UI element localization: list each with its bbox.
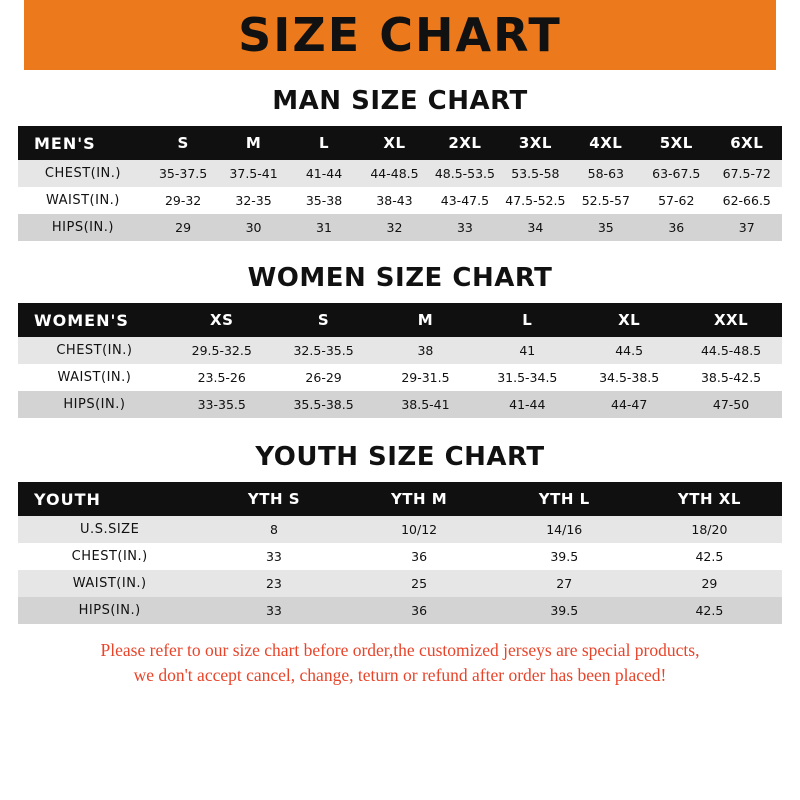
table-cell: 43-47.5: [430, 187, 500, 214]
table-cell: 44-48.5: [359, 160, 429, 187]
footer-disclaimer: [18, 638, 782, 697]
table-cell: 58-63: [571, 160, 641, 187]
table-cell: 27: [492, 570, 637, 597]
column-header: 3XL: [500, 126, 570, 160]
row-label: HIPS(IN.): [18, 391, 171, 418]
row-label: HIPS(IN.): [18, 214, 148, 241]
table-cell: 32-35: [218, 187, 288, 214]
table-cell: 41: [476, 337, 578, 364]
column-header: L: [289, 126, 359, 160]
table-cell: 31.5-34.5: [476, 364, 578, 391]
row-label: WAIST(IN.): [18, 187, 148, 214]
table-cell: 35-37.5: [148, 160, 218, 187]
header-band: [0, 0, 800, 70]
table-cell: 36: [347, 543, 492, 570]
table-cell: 38.5-42.5: [680, 364, 782, 391]
row-label: CHEST(IN.): [18, 543, 201, 570]
row-label: WAIST(IN.): [18, 570, 201, 597]
table-cell: 23: [201, 570, 346, 597]
table-cell: 38.5-41: [375, 391, 477, 418]
table-cell: 44.5: [578, 337, 680, 364]
table-row: [18, 187, 782, 214]
table-cell: 35.5-38.5: [273, 391, 375, 418]
table-cell: 29-31.5: [375, 364, 477, 391]
table-row: [18, 543, 782, 570]
footer-line-1: Please refer to our size chart before order,the customized jerseys are special products,: [100, 640, 700, 660]
youth-section-title: YOUTH SIZE CHART: [255, 442, 545, 472]
table-cell: 29-32: [148, 187, 218, 214]
table-cell: 33: [201, 543, 346, 570]
column-header: YOUTH: [18, 482, 201, 516]
row-label: HIPS(IN.): [18, 597, 201, 624]
table-cell: 36: [347, 597, 492, 624]
column-header: M: [375, 303, 477, 337]
column-header: XS: [171, 303, 273, 337]
row-label: CHEST(IN.): [18, 337, 171, 364]
row-label: CHEST(IN.): [18, 160, 148, 187]
table-cell: 42.5: [637, 543, 782, 570]
table-cell: 47.5-52.5: [500, 187, 570, 214]
table-cell: 57-62: [641, 187, 711, 214]
table-cell: 34.5-38.5: [578, 364, 680, 391]
row-label: WAIST(IN.): [18, 364, 171, 391]
column-header: XXL: [680, 303, 782, 337]
table-row: [18, 597, 782, 624]
table-cell: 31: [289, 214, 359, 241]
table-cell: 42.5: [637, 597, 782, 624]
table-row: [18, 391, 782, 418]
table-cell: 37.5-41: [218, 160, 288, 187]
table-row: [18, 160, 782, 187]
table-row: [18, 516, 782, 543]
table-cell: 8: [201, 516, 346, 543]
column-header: 4XL: [571, 126, 641, 160]
column-header: L: [476, 303, 578, 337]
table-cell: 48.5-53.5: [430, 160, 500, 187]
table-cell: 36: [641, 214, 711, 241]
table-cell: 33-35.5: [171, 391, 273, 418]
table-header-row: [18, 482, 782, 516]
table-cell: 29: [637, 570, 782, 597]
man-section-title: MAN SIZE CHART: [272, 86, 528, 116]
table-row: [18, 337, 782, 364]
table-cell: 67.5-72: [712, 160, 783, 187]
table-cell: 33: [201, 597, 346, 624]
column-header: 5XL: [641, 126, 711, 160]
table-cell: 35-38: [289, 187, 359, 214]
column-header: XL: [359, 126, 429, 160]
table-row: [18, 570, 782, 597]
youth-size-table: [18, 482, 782, 624]
table-cell: 25: [347, 570, 492, 597]
table-header-row: [18, 303, 782, 337]
table-cell: 39.5: [492, 543, 637, 570]
table-cell: 52.5-57: [571, 187, 641, 214]
table-cell: 41-44: [289, 160, 359, 187]
table-cell: 38-43: [359, 187, 429, 214]
table-cell: 29: [148, 214, 218, 241]
table-cell: 32: [359, 214, 429, 241]
table-cell: 29.5-32.5: [171, 337, 273, 364]
table-cell: 10/12: [347, 516, 492, 543]
table-cell: 35: [571, 214, 641, 241]
header-right-margin: [776, 0, 800, 70]
table-cell: 44-47: [578, 391, 680, 418]
table-cell: 53.5-58: [500, 160, 570, 187]
table-cell: 23.5-26: [171, 364, 273, 391]
table-cell: 26-29: [273, 364, 375, 391]
table-cell: 30: [218, 214, 288, 241]
column-header: M: [218, 126, 288, 160]
table-cell: 14/16: [492, 516, 637, 543]
table-cell: 38: [375, 337, 477, 364]
table-cell: 63-67.5: [641, 160, 711, 187]
column-header: S: [273, 303, 375, 337]
table-cell: 41-44: [476, 391, 578, 418]
column-header: YTH XL: [637, 482, 782, 516]
column-header: 6XL: [712, 126, 783, 160]
table-cell: 47-50: [680, 391, 782, 418]
footer-line-2: we don't accept cancel, change, teturn or refund after order has been placed!: [133, 665, 667, 686]
table-cell: 34: [500, 214, 570, 241]
column-header: XL: [578, 303, 680, 337]
column-header: YTH S: [201, 482, 346, 516]
table-cell: 62-66.5: [712, 187, 783, 214]
table-header-row: [18, 126, 782, 160]
column-header: YTH M: [347, 482, 492, 516]
column-header: S: [148, 126, 218, 160]
women-size-table: [18, 303, 782, 418]
column-header: 2XL: [430, 126, 500, 160]
page-title: SIZE CHART: [238, 8, 562, 62]
table-cell: 18/20: [637, 516, 782, 543]
column-header: WOMEN'S: [18, 303, 171, 337]
man-size-table: [18, 126, 782, 241]
table-cell: 44.5-48.5: [680, 337, 782, 364]
column-header: YTH L: [492, 482, 637, 516]
row-label: U.S.SIZE: [18, 516, 201, 543]
header-left-margin: [0, 0, 24, 70]
content-area: [0, 70, 800, 800]
column-header: MEN'S: [18, 126, 148, 160]
table-cell: 39.5: [492, 597, 637, 624]
table-cell: 32.5-35.5: [273, 337, 375, 364]
table-cell: 37: [712, 214, 783, 241]
women-section-title: WOMEN SIZE CHART: [247, 263, 553, 293]
table-row: [18, 364, 782, 391]
table-cell: 33: [430, 214, 500, 241]
table-row: [18, 214, 782, 241]
